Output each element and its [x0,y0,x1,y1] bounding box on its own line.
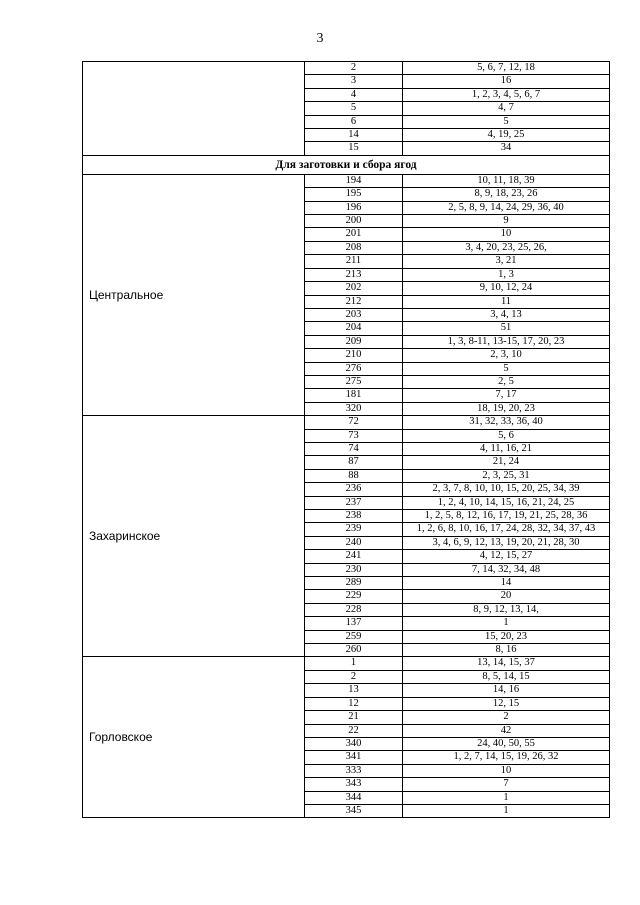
quarter-number-cell: 181 [305,389,403,402]
allotment-numbers-cell: 3, 4, 13 [403,308,610,321]
forestry-name-cell [83,62,305,156]
allotment-numbers-cell: 4, 12, 15, 27 [403,550,610,563]
page-number: 3 [316,31,324,46]
allotment-numbers-cell: 11 [403,295,610,308]
quarter-number-cell: 4 [305,88,403,101]
allotment-numbers-cell: 1, 2, 4, 10, 14, 15, 16, 21, 24, 25 [403,496,610,509]
forestry-name-cell: Захаринское [83,416,305,657]
quarter-number-cell: 202 [305,282,403,295]
quarter-number-cell: 200 [305,215,403,228]
quarter-number-cell: 2 [305,670,403,683]
quarter-number-cell: 194 [305,174,403,187]
quarter-number-cell: 229 [305,590,403,603]
allotment-numbers-cell: 2, 3, 10 [403,349,610,362]
allotment-numbers-cell: 8, 9, 18, 23, 26 [403,188,610,201]
quarter-number-cell: 240 [305,536,403,549]
quarter-number-cell: 72 [305,416,403,429]
allotment-numbers-cell: 2, 3, 7, 8, 10, 10, 15, 20, 25, 34, 39 [403,483,610,496]
quarter-number-cell: 14 [305,129,403,142]
allotment-numbers-cell: 14 [403,577,610,590]
allotment-numbers-cell: 10 [403,764,610,777]
quarter-number-cell: 344 [305,791,403,804]
allotment-numbers-cell: 18, 19, 20, 23 [403,402,610,415]
allotment-numbers-cell: 1, 3, 8-11, 13-15, 17, 20, 23 [403,335,610,348]
allotment-numbers-cell: 20 [403,590,610,603]
quarter-number-cell: 260 [305,644,403,657]
allotment-numbers-cell: 5 [403,362,610,375]
allotment-numbers-cell: 2, 5, 8, 9, 14, 24, 29, 36, 40 [403,201,610,214]
table-row [83,62,610,75]
quarter-number-cell: 213 [305,268,403,281]
quarter-number-cell: 88 [305,469,403,482]
quarter-number-cell: 196 [305,201,403,214]
forest-plots-table [82,61,610,818]
allotment-numbers-cell: 2, 5 [403,375,610,388]
quarter-number-cell: 341 [305,751,403,764]
quarter-number-cell: 230 [305,563,403,576]
allotment-numbers-cell: 8, 5, 14, 15 [403,670,610,683]
allotment-numbers-cell: 3, 4, 20, 23, 25, 26, [403,241,610,254]
quarter-number-cell: 238 [305,510,403,523]
allotment-numbers-cell: 13, 14, 15, 37 [403,657,610,670]
quarter-number-cell: 137 [305,617,403,630]
quarter-number-cell: 73 [305,429,403,442]
forestry-name-cell: Горловское [83,657,305,818]
quarter-number-cell: 289 [305,577,403,590]
allotment-numbers-cell: 1 [403,791,610,804]
quarter-number-cell: 203 [305,308,403,321]
allotment-numbers-cell: 4, 11, 16, 21 [403,442,610,455]
quarter-number-cell: 320 [305,402,403,415]
quarter-number-cell: 209 [305,335,403,348]
allotment-numbers-cell: 7, 17 [403,389,610,402]
allotment-numbers-cell: 1, 3 [403,268,610,281]
allotment-numbers-cell: 9, 10, 12, 24 [403,282,610,295]
allotment-numbers-cell: 1, 2, 6, 8, 10, 16, 17, 24, 28, 32, 34, 37, 43 [403,523,610,536]
quarter-number-cell: 204 [305,322,403,335]
quarter-number-cell: 1 [305,657,403,670]
allotment-numbers-cell: 42 [403,724,610,737]
quarter-number-cell: 13 [305,684,403,697]
allotment-numbers-cell: 1, 2, 3, 4, 5, 6, 7 [403,88,610,101]
quarter-number-cell: 201 [305,228,403,241]
quarter-number-cell: 239 [305,523,403,536]
table-row [83,657,610,670]
quarter-number-cell: 228 [305,603,403,616]
quarter-number-cell: 211 [305,255,403,268]
section-header-row [83,155,610,174]
quarter-number-cell: 195 [305,188,403,201]
quarter-number-cell: 237 [305,496,403,509]
allotment-numbers-cell: 4, 7 [403,102,610,115]
quarter-number-cell: 12 [305,697,403,710]
allotment-numbers-cell: 4, 19, 25 [403,129,610,142]
quarter-number-cell: 275 [305,375,403,388]
allotment-numbers-cell: 16 [403,75,610,88]
quarter-number-cell: 74 [305,442,403,455]
allotment-numbers-cell: 24, 40, 50, 55 [403,737,610,750]
quarter-number-cell: 15 [305,142,403,155]
quarter-number-cell: 241 [305,550,403,563]
allotment-numbers-cell: 31, 32, 33, 36, 40 [403,416,610,429]
quarter-number-cell: 2 [305,62,403,75]
allotment-numbers-cell: 34 [403,142,610,155]
allotment-numbers-cell: 21, 24 [403,456,610,469]
quarter-number-cell: 343 [305,778,403,791]
allotment-numbers-cell: 5 [403,115,610,128]
allotment-numbers-cell: 15, 20, 23 [403,630,610,643]
quarter-number-cell: 6 [305,115,403,128]
allotment-numbers-cell: 3, 21 [403,255,610,268]
allotment-numbers-cell: 10 [403,228,610,241]
allotment-numbers-cell: 1 [403,617,610,630]
allotment-numbers-cell: 9 [403,215,610,228]
allotment-numbers-cell: 5, 6 [403,429,610,442]
allotment-numbers-cell: 5, 6, 7, 12, 18 [403,62,610,75]
allotment-numbers-cell: 10, 11, 18, 39 [403,174,610,187]
quarter-number-cell: 3 [305,75,403,88]
quarter-number-cell: 340 [305,737,403,750]
quarter-number-cell: 21 [305,711,403,724]
quarter-number-cell: 345 [305,804,403,817]
quarter-number-cell: 22 [305,724,403,737]
allotment-numbers-cell: 2, 3, 25, 31 [403,469,610,482]
quarter-number-cell: 212 [305,295,403,308]
quarter-number-cell: 259 [305,630,403,643]
quarter-number-cell: 208 [305,241,403,254]
allotment-numbers-cell: 7, 14, 32, 34, 48 [403,563,610,576]
allotment-numbers-cell: 1 [403,804,610,817]
quarter-number-cell: 236 [305,483,403,496]
allotment-numbers-cell: 51 [403,322,610,335]
quarter-number-cell: 5 [305,102,403,115]
allotment-numbers-cell: 8, 16 [403,644,610,657]
allotment-numbers-cell: 14, 16 [403,684,610,697]
forestry-name-cell: Центральное [83,174,305,415]
table-body [83,62,610,818]
section-title: Для заготовки и сбора ягод [83,155,610,174]
allotment-numbers-cell: 1, 2, 7, 14, 15, 19, 26, 32 [403,751,610,764]
quarter-number-cell: 87 [305,456,403,469]
table-row [83,416,610,429]
allotment-numbers-cell: 2 [403,711,610,724]
quarter-number-cell: 333 [305,764,403,777]
allotment-numbers-cell: 7 [403,778,610,791]
quarter-number-cell: 276 [305,362,403,375]
table-row [83,174,610,187]
allotment-numbers-cell: 12, 15 [403,697,610,710]
allotment-numbers-cell: 1, 2, 5, 8, 12, 16, 17, 19, 21, 25, 28, 36 [403,510,610,523]
quarter-number-cell: 210 [305,349,403,362]
allotment-numbers-cell: 8, 9, 12, 13, 14, [403,603,610,616]
allotment-numbers-cell: 3, 4, 6, 9, 12, 13, 19, 20, 21, 28, 30 [403,536,610,549]
